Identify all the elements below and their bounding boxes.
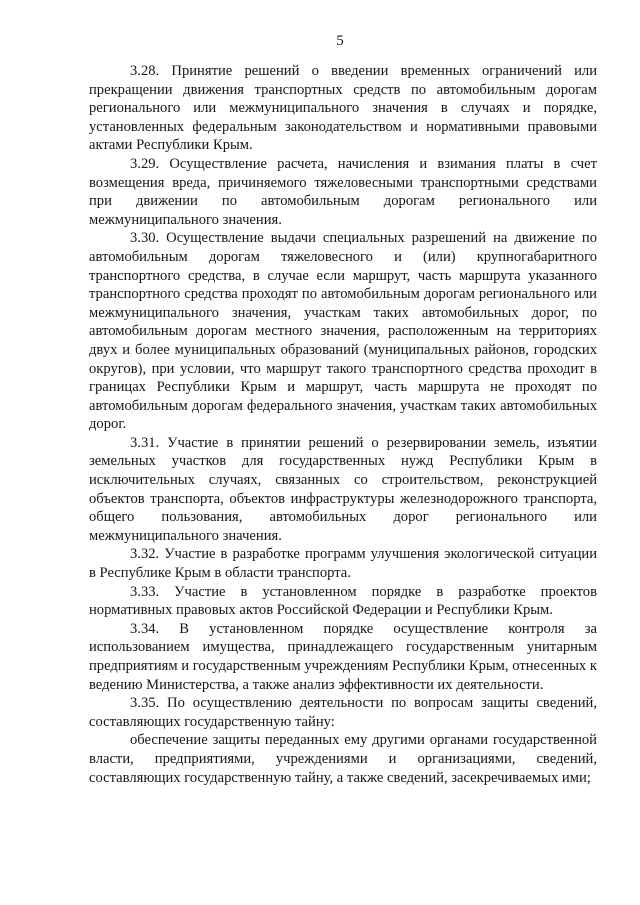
- paragraph-3-34: 3.34. В установленном порядке осуществление контроля за использованием имущества, принадлежащего государственным унитарным предприятиям и государственным учреждениям Республики Крым, отнесенных к ведению Министерства, а также анализ эффективности их деятельности.: [89, 620, 597, 693]
- page-number: 5: [336, 33, 344, 49]
- document-body: [89, 62, 597, 787]
- paragraph-3-35-item: обеспечение защиты переданных ему другими органами государственной власти, предприятиями, учреждениями и организациями, сведений, составляющих государственную тайну, а также сведений, засекречиваемых ими;: [89, 732, 597, 786]
- paragraph-3-35: 3.35. По осуществлению деятельности по вопросам защиты сведений, составляющих государственную тайну:: [89, 695, 597, 730]
- paragraph-3-29: 3.29. Осуществление расчета, начисления и взимания платы в счет возмещения вреда, причиняемого тяжеловесными транспортными средствами при движении по автомобильным дорогам регионального или межмуниципального значения.: [89, 155, 597, 228]
- paragraph-3-28: 3.28. Принятие решений о введении временных ограничений или прекращении движения транспортных средств по автомобильным дорогам регионального или межмуниципального значения в случаях и порядке, установленных федеральным законодательством и нормативными правовыми актами Республики Крым.: [89, 63, 597, 154]
- paragraph-3-31: 3.31. Участие в принятии решений о резервировании земель, изъятии земельных участков для государственных нужд Республики Крым в исключительных случаях, связанных со строительством, реконструкцией объектов транспорта, объектов инфраструктуры железнодорожного транспорта, общего пользования, автомобильных дорог регионального или межмуниципального значения.: [89, 434, 597, 544]
- paragraph-3-30: 3.30. Осуществление выдачи специальных разрешений на движение по автомобильным дорогам тяжеловесного и (или) крупногабаритного транспортного средства, в случае если маршрут, часть маршрута указанного транспортного средства проходят по автомобильным дорогам регионального или межмуниципального значения, участкам таких автомобильных дорог, по автомобильным дорогам местного значения, расположенным на территориях двух и более муниципальных образований (муниципальных районов, городских округов), при условии, что маршрут такого транспортного средства проходит в границах Республики Крым и маршрут, часть маршрута не проходят по автомобильным дорогам федерального значения, участкам таких автомобильных дорог.: [89, 230, 597, 433]
- paragraph-3-32: 3.32. Участие в разработке программ улучшения экологической ситуации в Республике Крым в области транспорта.: [89, 546, 597, 582]
- paragraph-3-33: 3.33. Участие в установленном порядке в разработке проектов нормативных правовых актов Российской Федерации и Республики Крым.: [89, 583, 597, 619]
